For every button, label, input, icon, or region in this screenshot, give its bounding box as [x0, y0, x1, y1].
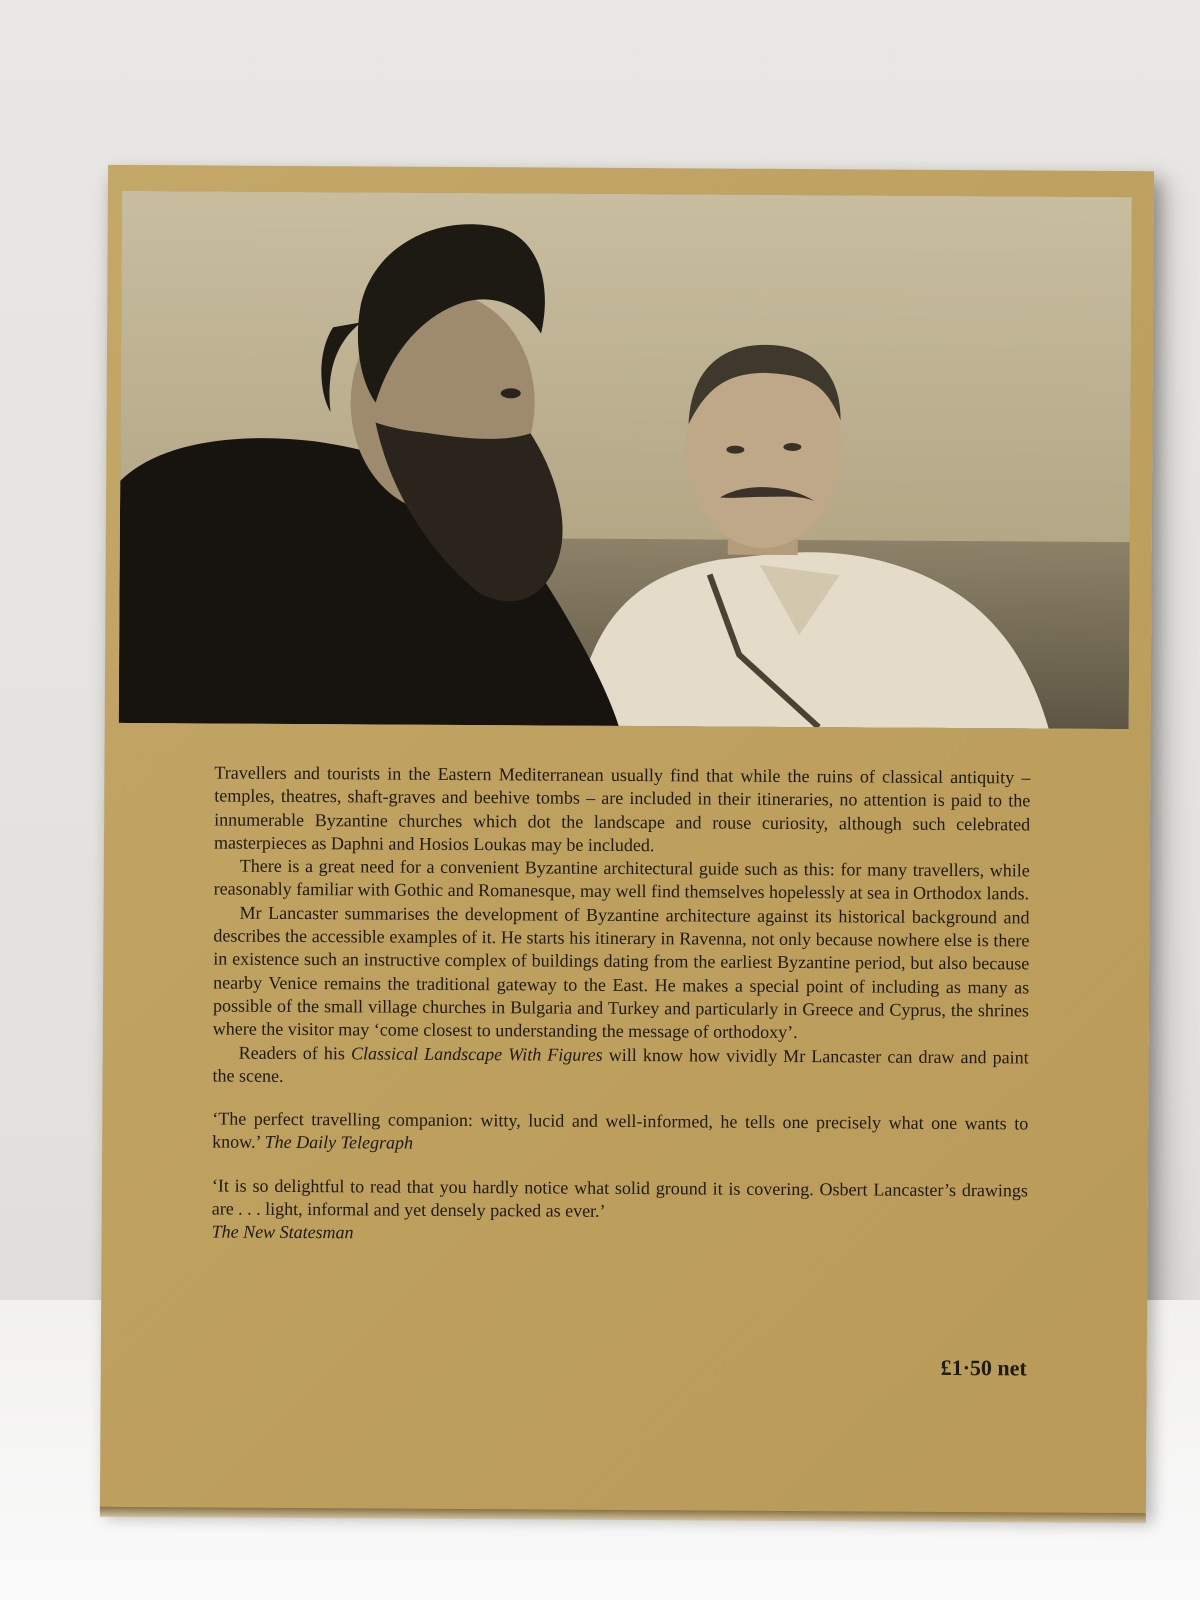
blurb-paragraph-readers [212, 1041, 1028, 1093]
review-quote-text: ‘It is so delightful to read that you hardly notice what solid ground it is covering. Osbert Lancaster’s drawings are . . . light, informal and yet densely packed as ever.’ [211, 1175, 1028, 1221]
blurb-paragraph: There is a great need for a convenient Byzantine architectural guide such as this: for many travellers, while reasonably familiar with Gothic and Romanesque, may well find themselves hopelessly at sea in Orthodox lands. [213, 855, 1030, 904]
blurb-paragraph: Travellers and tourists in the Eastern Mediterranean usually find that while the ruins of classical antiquity – temples, theatres, shaft-graves and beehive tombs – are included in their itineraries, no attention is paid to the innumerable Byzantine churches which dot the landscape and rouse curiosity, although such celebrated masterpieces as Daphni and Hosios Loukas may be included. [213, 762, 1031, 856]
cover-photograph [119, 191, 1132, 729]
review-quote-source: The Daily Telegraph [264, 1132, 414, 1154]
readers-prefix: Readers of his [238, 1042, 352, 1063]
review-quote [212, 1108, 1028, 1160]
review-quote-text: ‘The perfect travelling companion: witty, lucid and well-informed, he tells one precisely what one wants to know.’ [212, 1108, 1029, 1153]
review-quote [212, 1174, 1028, 1249]
review-quote-source: The New Statesman [211, 1221, 354, 1243]
blurb-paragraph: Mr Lancaster summarises the development of Byzantine architecture against its historical background and describes the accessible examples of it. He starts his itinerary in Ravenna, not only because nowhere else is there in existence such an instructive complex of buildings dating from the earliest Byzantine period, but also because nearby Venice remains the traditional gateway to the East. He makes a special point of including as many as possible of the small village churches in Bulgaria and Turkey and particularly in Greece and Cyprus, the shrines where the visitor may ‘come closest to understanding the message of orthodoxy’. [212, 902, 1030, 1043]
book-title-reference: Classical Landscape With Figures [350, 1042, 603, 1065]
book-back-cover [100, 165, 1154, 1515]
blurb-text [212, 761, 1031, 1249]
readers-suffix: will know how vividly Mr Lancaster can draw and paint the scene. [212, 1044, 1029, 1086]
price-label: £1·50 net [940, 1354, 1027, 1381]
photo-svg [119, 191, 1132, 729]
